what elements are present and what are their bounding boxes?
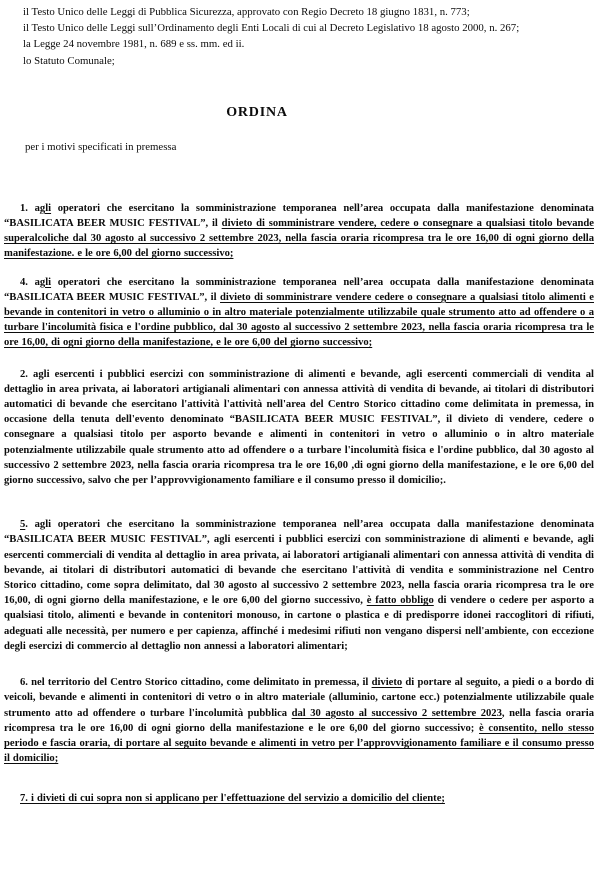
text-segment: 5	[20, 519, 26, 531]
text-segment: 4. a	[20, 276, 40, 288]
text-segment: di portare al seguito, a piedi o a bordo di veicoli, bevande e alimenti in contenitori di vetro o in altro materiale (alluminio, cartone ecc.) potenzialmente utilizzabile quale strumento atto ad offendere o turbare l'incolumità pubblica	[4, 677, 594, 719]
text-segment: . agli operatori che esercitano la somministrazione temporanea nell’area occupata dalla manifestazione denominata “BASILICATA BEER MUSIC FESTIVAL”, agli esercenti i pubblici esercizi con somministrazione di alimenti e bevande, agli esercenti commerciali di vendita al dettaglio in area privata, ai laboratori artigianali alimentari con annessa attività di vendita di bevande, ai titolari di distributori automatici di bevande che esercitano l'attività di vendita e somministrazione nel Centro Storico cittadino, come sopra delimitato, dal 30 agosto al successivo 2 settembre 2023, nella fascia oraria ricompresa tra le ore 16,00, di ogni giorno della manifestazione, e le ore 6,00 del giorno successivo,	[4, 519, 594, 607]
order-item-1	[4, 201, 594, 262]
preamble-line: la Legge 24 novembre 1981, n. 689 e ss. mm. ed ii.	[23, 38, 245, 51]
text-segment: dal 30 agosto al successivo 2 settembre 2023	[291, 707, 502, 719]
text-segment: 1. a	[20, 202, 40, 214]
preamble-line: il Testo Unico delle Leggi sull’Ordinamento degli Enti Locali di cui al Decreto Legislativo 18 agosto 2000, n. 267;	[23, 22, 520, 35]
text-segment: divieto di somministrare vendere, cedere o consegnare a qualsiasi titolo bevande superalcoliche dal 30 agosto al successivo 2 settembre 2023, nella fascia oraria ricompresa tra le ore 16,00 di ogni giorno della manifestazione. e le ore 6,00 del giorno successivo;	[4, 218, 594, 260]
text-segment: operatori che esercitano la somministrazione temporanea nell’area occupata dalla manifestazione denominata “BASILICATA BEER MUSIC FESTIVAL”, il	[4, 202, 594, 230]
text-segment: è consentito, nello stesso periodo e fascia oraria, di portare al seguito bevande e alimenti in vetro per l’approvvigionamento familiare e il consumo presso il domicilio;	[4, 722, 595, 765]
order-item-6	[4, 675, 594, 766]
text-segment: gli	[39, 276, 52, 288]
text-segment: 2. agli esercenti i pubblici esercizi con somministrazione di alimenti e bevande, agli esercenti commerciali di vendita al dettaglio in area privata, ai laboratori artigianali alimentari con annessa attività di vendita di bevande, ai titolari di distributori automatici di bevande che esercitano l'attività l'attività nell'area del Centro Storico cittadino come delimitata in premessa, in occasione della tenuta dell'evento denominato “BASILICATA BEER MUSIC FESTIVAL”, il divieto di vendere, cedere o consegnare a qualsiasi titolo per asporto bevande e alimenti in contenitori in vetro o alluminio o in altro materiale potenzialmente utilizzabile quale strumento atto ad offendere o a turbare l'incolumità fisica e l'ordine pubblico, dal 30 agosto al successivo 2 settembre 2023, nella fascia oraria ricompresa tra le ore 16,00 ,di ogni giorno della manifestazione, e le ore 6,00 del giorno successivo, salvo che per l’approvvigionamento familiare e il consumo presso il domicilio;.	[4, 368, 594, 487]
order-item-7	[4, 791, 594, 806]
text-segment: gli	[39, 202, 52, 214]
order-item-2	[4, 367, 594, 489]
text-segment: 7. i divieti di cui sopra non si applicano per l'effettuazione del servizio a domicilio del cliente;	[20, 793, 445, 805]
preamble-line: lo Statuto Comunale;	[23, 54, 115, 67]
ordinance-heading: ORDINA	[226, 104, 288, 120]
text-segment: operatori che esercitano la somministrazione temporanea nell’area occupata dalla manifestazione denominata “BASILICATA BEER MUSIC FESTIVAL”, il	[4, 276, 594, 303]
text-segment: divieto di somministrare vendere cedere o consegnare a qualsiasi titolo alimenti e bevande in contenitori in vetro o alluminio o in altro materiale potenzialmente utilizzabile quale strumento atto ad offendere o a turbare l'incolumità fisica e l'ordine pubblico, dal 30 agosto al successivo 2 settembre 2023, nella fascia oraria ricompresa tra le ore 16,00, di ogni giorno della manifestazione, e le ore 6,00 del giorno successivo;	[4, 291, 594, 349]
text-segment: è fatto obbligo	[366, 595, 434, 607]
orders-list	[4, 201, 594, 807]
intro-line: per i motivi specificati in premessa	[25, 140, 177, 153]
text-segment: , nella fascia oraria ricompresa tra le ore 16,00 di ogni giorno della manifestazione e le ore 6,00 del giorno successivo;	[4, 707, 594, 734]
text-segment: di vendere o cedere per asporto a qualsiasi titolo, alimenti e bevande in contenitori monouso, in cartone o plastica e di predisporre idonei raccoglitori di rifiuti, adeguati alle necessità, per numero e per capienza, affinché i medesimi rifiuti non vengano dispersi nell'ambiente, con eccezione degli esercizi di commercio al dettaglio non annessi a laboratori alimentari;	[4, 595, 594, 652]
order-item-5	[4, 517, 594, 654]
preamble-list	[4, 4, 594, 69]
preamble-line: il Testo Unico delle Leggi di Pubblica Sicurezza, approvato con Regio Decreto 18 giugno 1831, n. 773;	[23, 6, 470, 18]
text-segment: divieto	[371, 677, 403, 689]
text-segment: 6. nel territorio del Centro Storico cittadino, come delimitato in premessa, il	[20, 677, 372, 689]
order-item-4	[4, 275, 594, 351]
